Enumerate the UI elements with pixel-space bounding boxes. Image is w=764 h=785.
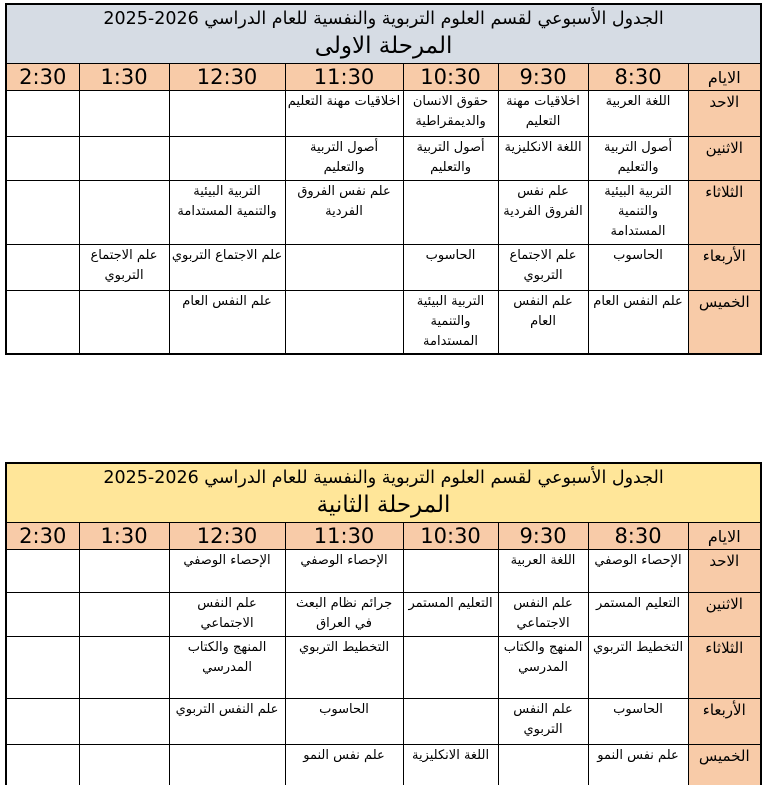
subject-cell: الحاسوب [285, 699, 403, 745]
title-row [6, 463, 761, 523]
empty-cell [6, 745, 79, 785]
subject-cell: علم النفس الاجتماعي [169, 593, 285, 637]
table-row [6, 291, 761, 354]
subject-cell: التعليم المستمر [588, 593, 688, 637]
subject-cell: أصول التربية والتعليم [588, 137, 688, 181]
subject-cell: علم الاجتماع التربوي [498, 245, 588, 291]
subject-cell: علم نفس النمو [285, 745, 403, 785]
empty-cell [6, 593, 79, 637]
table-row [6, 91, 761, 137]
schedule-table-stage-1 [5, 3, 762, 355]
stage-subtitle: المرحلة الاولى [314, 33, 453, 60]
time-header-cell-8-30: 8:30 [588, 64, 688, 91]
empty-cell [79, 181, 169, 245]
empty-cell [79, 699, 169, 745]
days-column-header: الايام [688, 523, 761, 550]
table-row [6, 137, 761, 181]
empty-cell [169, 91, 285, 137]
empty-cell [79, 137, 169, 181]
subject-cell: علم النفس العام [169, 291, 285, 354]
subject-cell: الحاسوب [588, 245, 688, 291]
day-name-cell: الثلاثاء [688, 637, 761, 699]
subject-cell: علم الاجتماع التربوي [79, 245, 169, 291]
empty-cell [403, 699, 498, 745]
subject-cell: علم النفس التربوي [169, 699, 285, 745]
subject-cell: أصول التربية والتعليم [403, 137, 498, 181]
subject-cell: الإحصاء الوصفي [285, 550, 403, 593]
subject-cell: التربية البيئية والتنمية المستدامة [588, 181, 688, 245]
subject-cell: حقوق الانسان والديمقراطية [403, 91, 498, 137]
empty-cell [6, 181, 79, 245]
subject-cell: التخطيط التربوي [588, 637, 688, 699]
table-row [6, 593, 761, 637]
time-header-cell-10-30: 10:30 [403, 523, 498, 550]
time-header-cell-1-30: 1:30 [79, 523, 169, 550]
empty-cell [285, 245, 403, 291]
empty-cell [79, 745, 169, 785]
subject-cell: التعليم المستمر [403, 593, 498, 637]
stage-1-table-body [6, 4, 761, 354]
subject-cell: أصول التربية والتعليم [285, 137, 403, 181]
time-header-cell-9-30: 9:30 [498, 523, 588, 550]
empty-cell [169, 745, 285, 785]
subject-cell: اللغة الانكليزية [403, 745, 498, 785]
subject-cell: المنهج والكتاب المدرسي [498, 637, 588, 699]
subject-cell: التخطيط التربوي [285, 637, 403, 699]
subject-cell: جرائم نظام البعث في العراق [285, 593, 403, 637]
time-header-cell-10-30: 10:30 [403, 64, 498, 91]
time-header-row [6, 64, 761, 91]
table-row [6, 181, 761, 245]
subject-cell: اللغة العربية [588, 91, 688, 137]
empty-cell [79, 91, 169, 137]
subject-cell: الحاسوب [403, 245, 498, 291]
empty-cell [403, 637, 498, 699]
time-header-cell-12-30: 12:30 [169, 64, 285, 91]
empty-cell [79, 637, 169, 699]
subject-cell: علم النفس الاجتماعي [498, 593, 588, 637]
empty-cell [498, 745, 588, 785]
subject-cell: الإحصاء الوصفي [588, 550, 688, 593]
empty-cell [79, 593, 169, 637]
day-name-cell: الأربعاء [688, 245, 761, 291]
subject-cell: الحاسوب [588, 699, 688, 745]
title-row [6, 4, 761, 64]
subject-cell: علم النفس العام [588, 291, 688, 354]
day-name-cell: الأربعاء [688, 699, 761, 745]
empty-cell [6, 699, 79, 745]
empty-cell [403, 550, 498, 593]
day-name-cell: الثلاثاء [688, 181, 761, 245]
schedule-table-stage-2 [5, 462, 762, 785]
time-header-row [6, 523, 761, 550]
day-name-cell: الاحد [688, 91, 761, 137]
empty-cell [6, 245, 79, 291]
subject-cell: علم النفس العام [498, 291, 588, 354]
stage-subtitle: المرحلة الثانية [316, 492, 451, 519]
day-name-cell: الاثنين [688, 593, 761, 637]
empty-cell [79, 550, 169, 593]
time-header-cell-9-30: 9:30 [498, 64, 588, 91]
table-title: الجدول الأسبوعي لقسم العلوم التربوية والنفسية للعام الدراسي 2026-2025 [103, 9, 664, 29]
empty-cell [79, 291, 169, 354]
subject-cell: التربية البيئية والتنمية المستدامة [169, 181, 285, 245]
empty-cell [403, 181, 498, 245]
subject-cell: علم النفس التربوي [498, 699, 588, 745]
subject-cell: اللغة الانكليزية [498, 137, 588, 181]
table-row [6, 637, 761, 699]
table-row [6, 550, 761, 593]
time-header-cell-11-30: 11:30 [285, 523, 403, 550]
time-header-cell-11-30: 11:30 [285, 64, 403, 91]
empty-cell [6, 91, 79, 137]
subject-cell: التربية البيئية والتنمية المستدامة [403, 291, 498, 354]
empty-cell [6, 550, 79, 593]
table-title: الجدول الأسبوعي لقسم العلوم التربوية والنفسية للعام الدراسي 2026-2025 [103, 468, 664, 488]
day-name-cell: الخميس [688, 745, 761, 785]
stage-2-title-cell [6, 463, 761, 523]
stage-1-title-cell [6, 4, 761, 64]
time-header-cell-8-30: 8:30 [588, 523, 688, 550]
subject-cell: الإحصاء الوصفي [169, 550, 285, 593]
empty-cell [169, 137, 285, 181]
subject-cell: اخلاقيات مهنة التعليم [285, 91, 403, 137]
subject-cell: علم نفس الفروق الفردية [285, 181, 403, 245]
stage-2-table-body [6, 463, 761, 785]
table-row [6, 245, 761, 291]
empty-cell [6, 291, 79, 354]
subject-cell: اللغة العربية [498, 550, 588, 593]
time-header-cell-12-30: 12:30 [169, 523, 285, 550]
empty-cell [6, 137, 79, 181]
day-name-cell: الاثنين [688, 137, 761, 181]
time-header-cell-2-30: 2:30 [6, 523, 79, 550]
table-row [6, 745, 761, 785]
subject-cell: اخلاقيات مهنة التعليم [498, 91, 588, 137]
subject-cell: المنهج والكتاب المدرسي [169, 637, 285, 699]
day-name-cell: الاحد [688, 550, 761, 593]
table-row [6, 699, 761, 745]
time-header-cell-2-30: 2:30 [6, 64, 79, 91]
empty-cell [6, 637, 79, 699]
subject-cell: علم نفس النمو [588, 745, 688, 785]
time-header-cell-1-30: 1:30 [79, 64, 169, 91]
day-name-cell: الخميس [688, 291, 761, 354]
empty-cell [285, 291, 403, 354]
days-column-header: الايام [688, 64, 761, 91]
subject-cell: علم نفس الفروق الفردية [498, 181, 588, 245]
subject-cell: علم الاجتماع التربوي [169, 245, 285, 291]
